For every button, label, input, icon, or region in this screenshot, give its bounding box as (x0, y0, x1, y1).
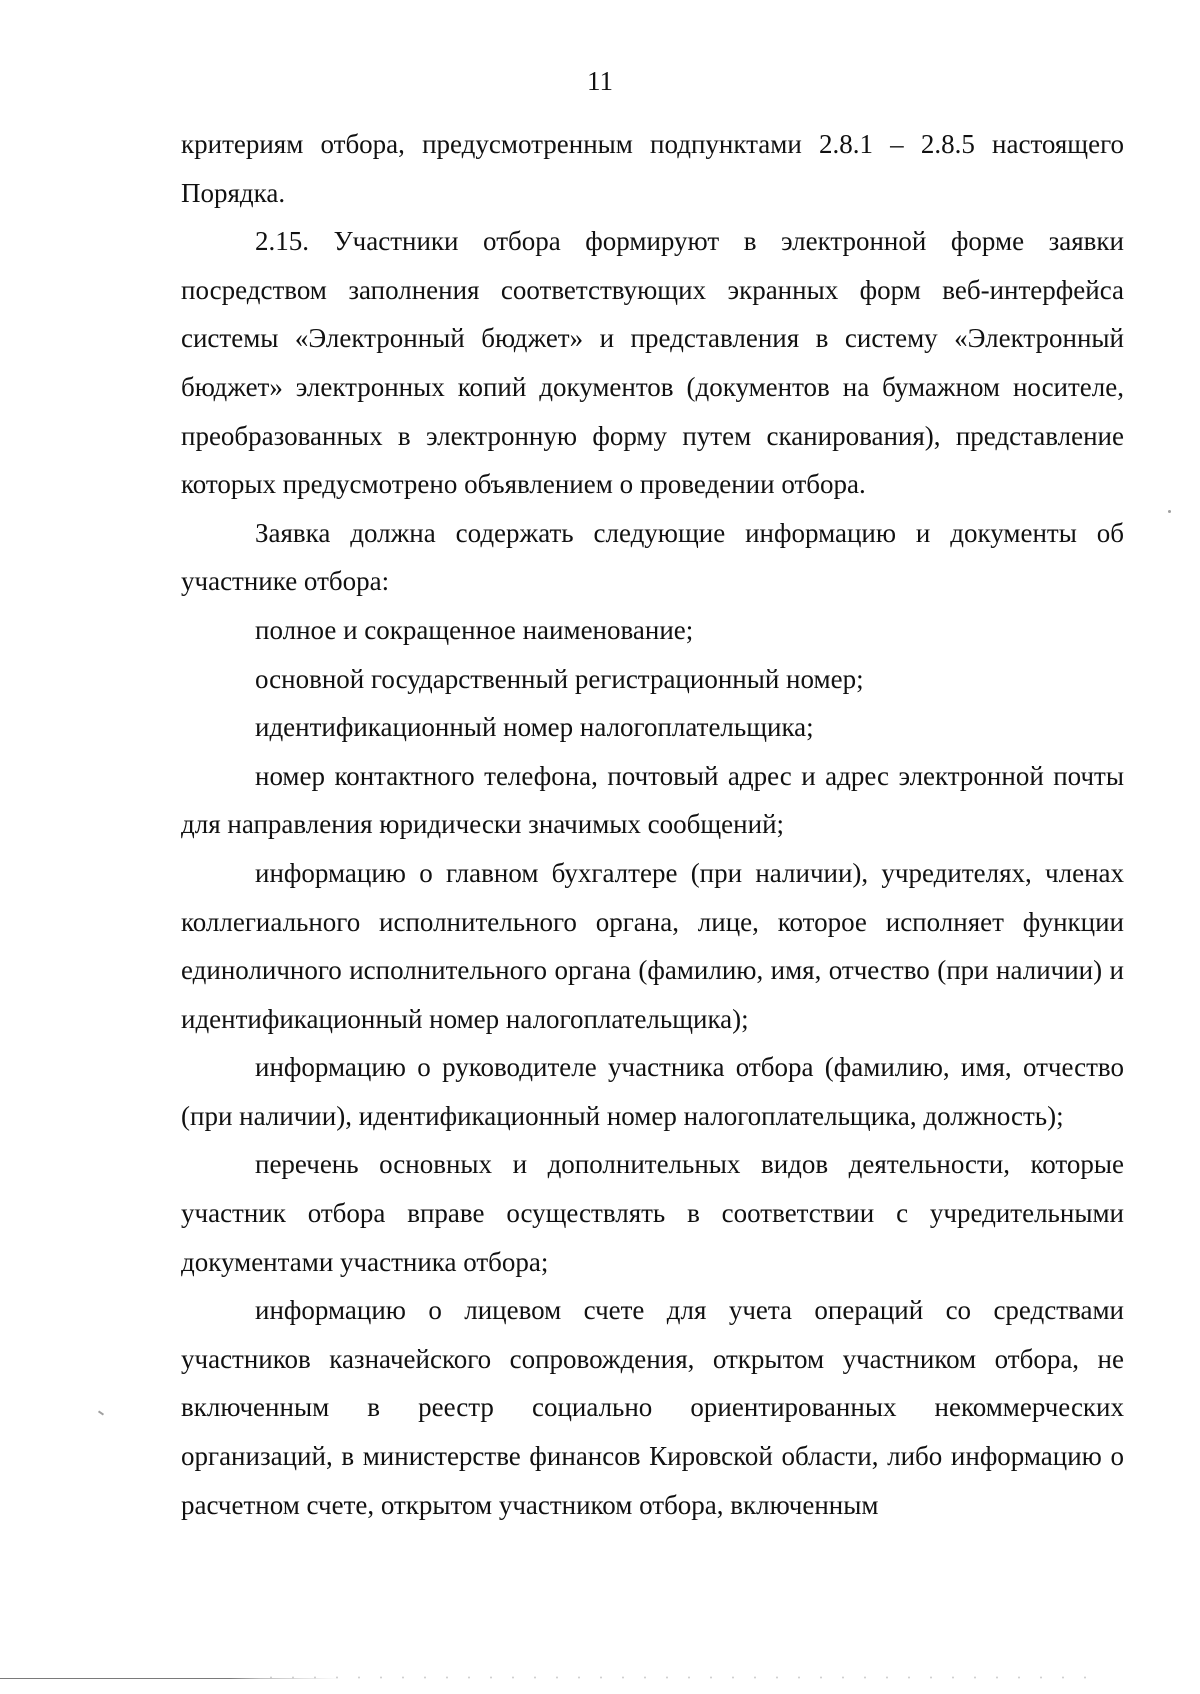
list-item-contacts: номер контактного телефона, почтовый адрес и адрес электронной почты для направления юридически значимых сообщений; (181, 760, 1124, 840)
scan-speck (1168, 510, 1171, 513)
list-item-ogrn: основной государственный регистрационный номер; (255, 663, 864, 694)
scan-speck (98, 1410, 104, 1415)
list-item-inn: идентификационный номер налогоплательщика; (255, 712, 814, 743)
list-item-full-name: полное и сокращенное наименование; (255, 614, 694, 645)
page-number: 11 (587, 66, 613, 96)
list-item-account-info: информацию о лицевом счете для учета операций со средствами участников казначейского сопровождения, открытом участником отбора, не включенным в реестр социально ориентированных некоммерческих организаций, в министерстве финансов Кировской области, либо информацию о расчетном счете, открытом участником отбора, включенным (181, 1295, 1124, 1520)
paragraph-2-15: 2.15. Участники отбора формируют в электронной форме заявки посредством заполнения соответствующих экранных форм веб-интерфейса системы «Электронный бюджет» и представления в систему «Электронный бюджет» электронных копий документов (документов на бумажном носителе, преобразованных в электронную форму путем сканирования), представление которых предусмотрено объявлением о проведении отбора. (181, 226, 1124, 500)
scan-noise-dots (260, 1676, 1100, 1679)
list-item-activities: перечень основных и дополнительных видов деятельности, которые участник отбора вправе осуществлять в соответствии с учредительными документами участника отбора; (181, 1149, 1124, 1277)
list-item-head-of-participant: информацию о руководителе участника отбора (фамилию, имя, отчество (при наличии), идентификационный номер налогоплательщика, должность); (181, 1052, 1124, 1131)
paragraph-application-contents: Заявка должна содержать следующие информацию и документы об участнике отбора: (181, 517, 1124, 597)
list-item-chief-accountant: информацию о главном бухгалтере (при наличии), учредителях, членах коллегиального исполнительного органа, лице, которое исполняет функции единоличного исполнительного органа (фамилию, имя, отчество (при наличии) и идентификационный номер налогоплательщика); (181, 857, 1124, 1034)
document-body (181, 120, 1124, 1529)
paragraph-criteria-continuation: критериям отбора, предусмотренным подпунктами 2.8.1 – 2.8.5 настоящего Порядка. (181, 129, 1124, 208)
